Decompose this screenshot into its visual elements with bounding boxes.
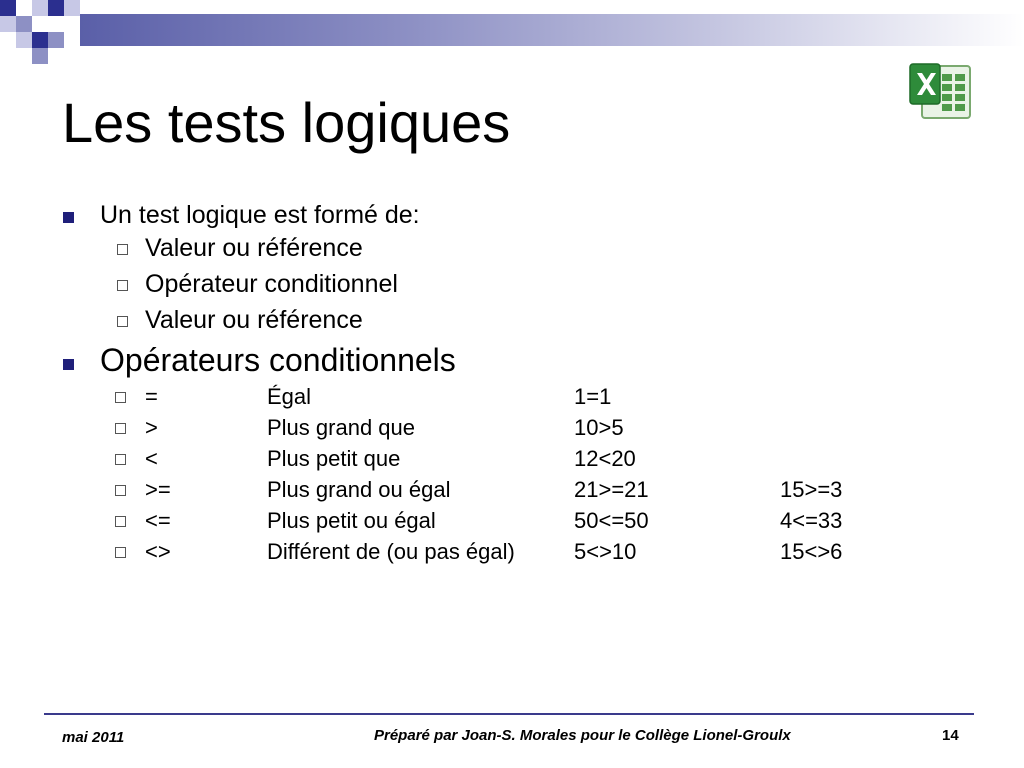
deco-square [64,0,80,16]
deco-square [32,32,48,48]
sub-bullet-icon [115,392,126,403]
sub-bullet-icon [117,244,128,255]
sub-bullet-icon [117,280,128,291]
operator-meaning: Plus grand ou égal [267,477,451,502]
operator-example: 21>=21 [574,477,649,502]
sub-bullet-icon [115,516,126,527]
sub-item: Valeur ou référence [145,306,363,334]
bullet-text: Opérateurs conditionnels [100,342,456,378]
excel-logo-icon [908,60,974,124]
slide-title: Les tests logiques [62,91,511,154]
sub-bullet-icon [115,485,126,496]
operator-symbol: > [145,415,158,440]
deco-square [48,0,64,16]
bullet-square-icon [63,212,74,223]
deco-square [16,0,32,16]
header-decoration [0,0,1024,62]
deco-square [48,16,64,32]
footer-date: mai 2011 [62,729,125,746]
deco-square [32,0,48,16]
deco-square [0,0,16,16]
operator-symbol: < [145,446,158,471]
operator-example: 50<=50 [574,508,649,533]
operator-meaning: Égal [267,384,312,409]
sub-bullet-icon [115,423,126,434]
bullet-text: Un test logique est formé de: [100,201,420,229]
operator-meaning: Plus petit que [267,446,401,471]
deco-square [48,32,64,48]
operator-symbol: <> [145,539,171,564]
sub-item: Valeur ou référence [145,234,363,262]
operator-example-2: 15<>6 [780,539,843,564]
header-gradient-bar [80,14,1024,46]
page-number: 14 [942,727,959,744]
operator-meaning: Plus petit ou égal [267,508,436,533]
sub-bullet-icon [115,454,126,465]
operator-symbol: <= [145,508,171,533]
footer-author: Préparé par Joan-S. Morales pour le Collège Lionel-Groulx [374,727,791,744]
deco-square [16,16,32,32]
deco-square [16,32,32,48]
operator-example-2: 4<=33 [780,508,843,533]
operator-example: 12<20 [574,446,636,471]
operator-example: 1=1 [574,384,612,409]
operator-symbol: >= [145,477,171,502]
sub-bullet-icon [117,316,128,327]
operator-meaning: Différent de (ou pas égal) [267,539,515,564]
operator-example: 10>5 [574,415,624,440]
operator-example: 5<>10 [574,539,637,564]
sub-bullet-icon [115,547,126,558]
sub-item: Opérateur conditionnel [145,270,398,298]
deco-square [32,48,48,64]
operator-example-2: 15>=3 [780,477,843,502]
operator-meaning: Plus grand que [267,415,415,440]
deco-square [0,16,16,32]
operator-symbol: = [145,384,158,409]
bullet-square-icon [63,359,74,370]
footer-divider [44,713,974,715]
